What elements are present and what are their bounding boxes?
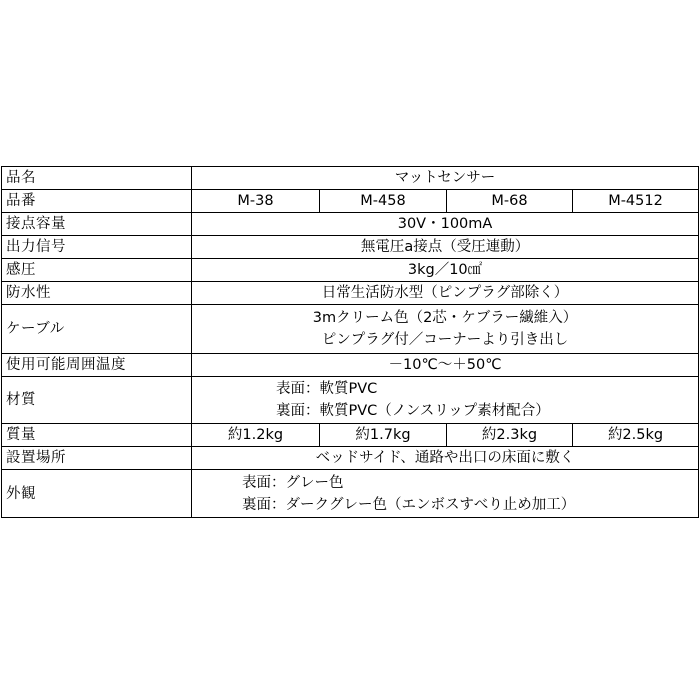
row-model-number [2,190,699,213]
material-line: 裏面：軟質PVC（ノンスリップ素材配合） [276,403,550,419]
appearance-line: 表面：グレー色 [242,474,344,491]
material-label: 材質 [2,377,192,424]
row-contact-capacity [2,213,699,236]
weight-value: 約2.3kg [447,424,573,447]
model-number-value: M-38 [192,190,320,213]
output-signal-label: 出力信号 [2,236,192,259]
appearance-line: 裏面：ダークグレー色（エンボスすべり止め加工） [242,496,576,513]
row-temperature [2,354,699,377]
cable-value [192,305,699,354]
row-material [2,377,699,424]
appearance-label: 外観 [2,470,192,518]
cable-line: 3mクリーム色（2芯・ケブラー繊維入） [312,310,578,326]
contact-capacity-value: 30V・100mA [192,213,699,236]
row-cable [2,305,699,354]
temperature-label: 使用可能周囲温度 [2,354,192,377]
installation-label: 設置場所 [2,447,192,470]
cable-label: ケーブル [2,305,192,354]
spec-table [1,166,699,518]
row-product-name [2,167,699,190]
row-installation [2,447,699,470]
model-number-label: 品番 [2,190,192,213]
sensitivity-label: 感圧 [2,259,192,282]
weight-value: 約2.5kg [573,424,699,447]
contact-capacity-label: 接点容量 [2,213,192,236]
weight-label: 質量 [2,424,192,447]
row-output-signal [2,236,699,259]
output-signal-value: 無電圧a接点（受圧連動） [192,236,699,259]
product-name-value: マットセンサー [192,167,699,190]
row-weight [2,424,699,447]
product-name-label: 品名 [2,167,192,190]
waterproof-value: 日常生活防水型（ピンプラグ部除く） [192,282,699,305]
cable-line: ピンプラグ付／コーナーより引き出し [321,332,569,348]
weight-value: 約1.2kg [192,424,320,447]
material-value [192,377,699,424]
row-appearance [2,470,699,518]
row-sensitivity [2,259,699,282]
weight-value: 約1.7kg [320,424,447,447]
installation-value: ベッドサイド、通路や出口の床面に敷く [192,447,699,470]
material-line: 表面：軟質PVC [276,381,378,397]
appearance-value [192,470,699,518]
model-number-value: M-458 [320,190,447,213]
waterproof-label: 防水性 [2,282,192,305]
sensitivity-value: 3kg／10㎠ [192,259,699,282]
temperature-value: －10℃～＋50℃ [192,354,699,377]
model-number-value: M-68 [447,190,573,213]
model-number-value: M-4512 [573,190,699,213]
row-waterproof [2,282,699,305]
